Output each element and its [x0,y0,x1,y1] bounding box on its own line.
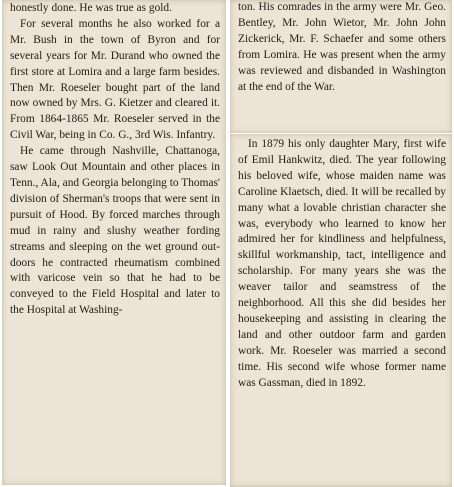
newspaper-clipping-right-bottom [230,134,452,487]
newspaper-clipping-left-column [2,0,226,485]
paragraph-family: In 1879 his only daughter Mary, first wife of Emil Hankwitz, died. The year following his beloved wife, whose maiden name was Caroline Klaetsch, died. It will be recalled by many what a lovable christian character she was, everybody who learned to know her admired her for kindliness and helpfulness, skillful workmanship, tact, intelligence and scholarship. For many years she was the weaver tailor and seamstress of the neighborhood. All this she did besides her housekeeping and assisting in clearing the land and other outdoor farm and garden work. Mr. Roeseler was married a second time. His second wife whose former name was Gassman, died in 1892. [238,138,446,389]
newspaper-clipping-right-top [230,0,452,133]
paragraph-comrades: ton. His comrades in the army were Mr. Geo. Bentley, Mr. John Wietor, Mr. John John Zickerick, Mr. F. Schaefer and some others from Lomira. He was present when the army was reviewed and disbanded in Washington at the end of the War. [238,1,446,93]
paragraph-employment: For several months he also worked for a Mr. Bush in the town of Byron and for several years for Mr. Durand who owned the first store at Lomira and a large farm besides. Then Mr. Roeseler bought part of the land now owned by Mrs. G. Kietzer and cleared it. From 1864-1865 Mr. Roeseler served in the Civil War, being in Co. G., 3rd Wis. Infantry. [10,17,220,142]
paragraph-continuation: honestly done. He was true as gold. [10,2,172,14]
article-text-left [2,0,226,319]
article-text-right-bottom [230,134,452,392]
article-text-right-top [230,0,452,95]
paragraph-civil-war-march: He came through Nashville, Chattanoga, saw Look Out Mountain and other places in Tenn., Ala, and Georgia belonging to Thomas' division of Sherman's troops that were sent in pursuit of Hood. By forced marches through mud in rainy and slushy weather fording streams and sleeping on the wet ground out-doors he contracted rheumatism combined with varicose vein so that he had to be conveyed to the Field Hospital and later to the Hospital at Washing- [10,145,220,317]
